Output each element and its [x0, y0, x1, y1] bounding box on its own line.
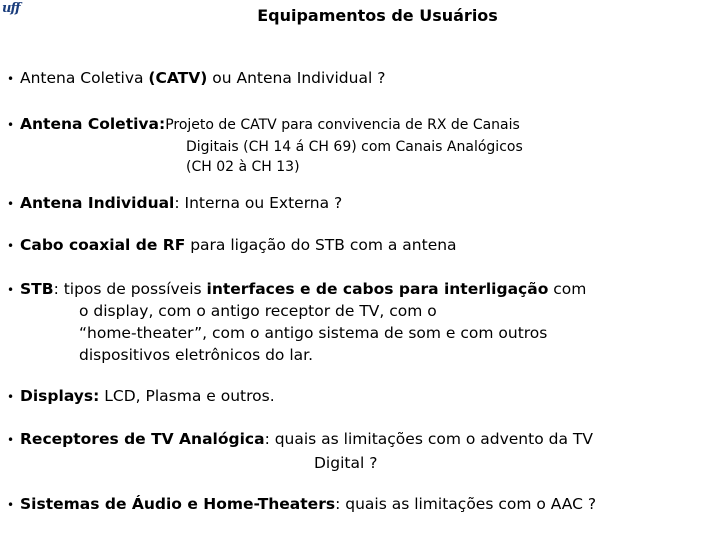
- bullet-icon: •: [7, 72, 15, 86]
- list-item: • Sistemas de Áudio e Home-Theaters: quais as limitações com o AAC ?: [7, 494, 596, 516]
- bullet-icon: •: [7, 283, 15, 297]
- bullet-icon: •: [7, 433, 15, 447]
- list-item: • Antena Coletiva:Projeto de CATV para convivencia de RX de Canais: [7, 114, 520, 136]
- list-item-continuation: Digitais (CH 14 á CH 69) com Canais Analógicos (CH 02 à CH 13): [186, 139, 523, 175]
- slide-title: Equipamentos de Usuários: [257, 6, 498, 25]
- list-item-continuation: o display, com o antigo receptor de TV, com o “home-theater”, com o antigo sistema de som e com outros dispositivos eletrônicos do lar.: [79, 302, 548, 364]
- list-item: • Cabo coaxial de RF para ligação do STB com a antena: [7, 235, 457, 257]
- list-item: • Antena Individual: Interna ou Externa ?: [7, 193, 342, 215]
- list-item-continuation: Digital ?: [314, 454, 378, 472]
- bullet-icon: •: [7, 197, 15, 211]
- list-item: • Receptores de TV Analógica: quais as limitações com o advento da TV: [7, 429, 593, 451]
- bullet-icon: •: [7, 498, 15, 512]
- list-item: • STB: tipos de possíveis interfaces e de cabos para interligação com: [7, 279, 586, 301]
- list-item: • Antena Coletiva (CATV) ou Antena Individual ?: [7, 68, 385, 90]
- bullet-icon: •: [7, 239, 15, 253]
- bullet-icon: •: [7, 390, 15, 404]
- bullet-icon: •: [7, 118, 15, 132]
- list-item: • Displays: LCD, Plasma e outros.: [7, 386, 275, 408]
- uff-logo: uff: [2, 1, 20, 16]
